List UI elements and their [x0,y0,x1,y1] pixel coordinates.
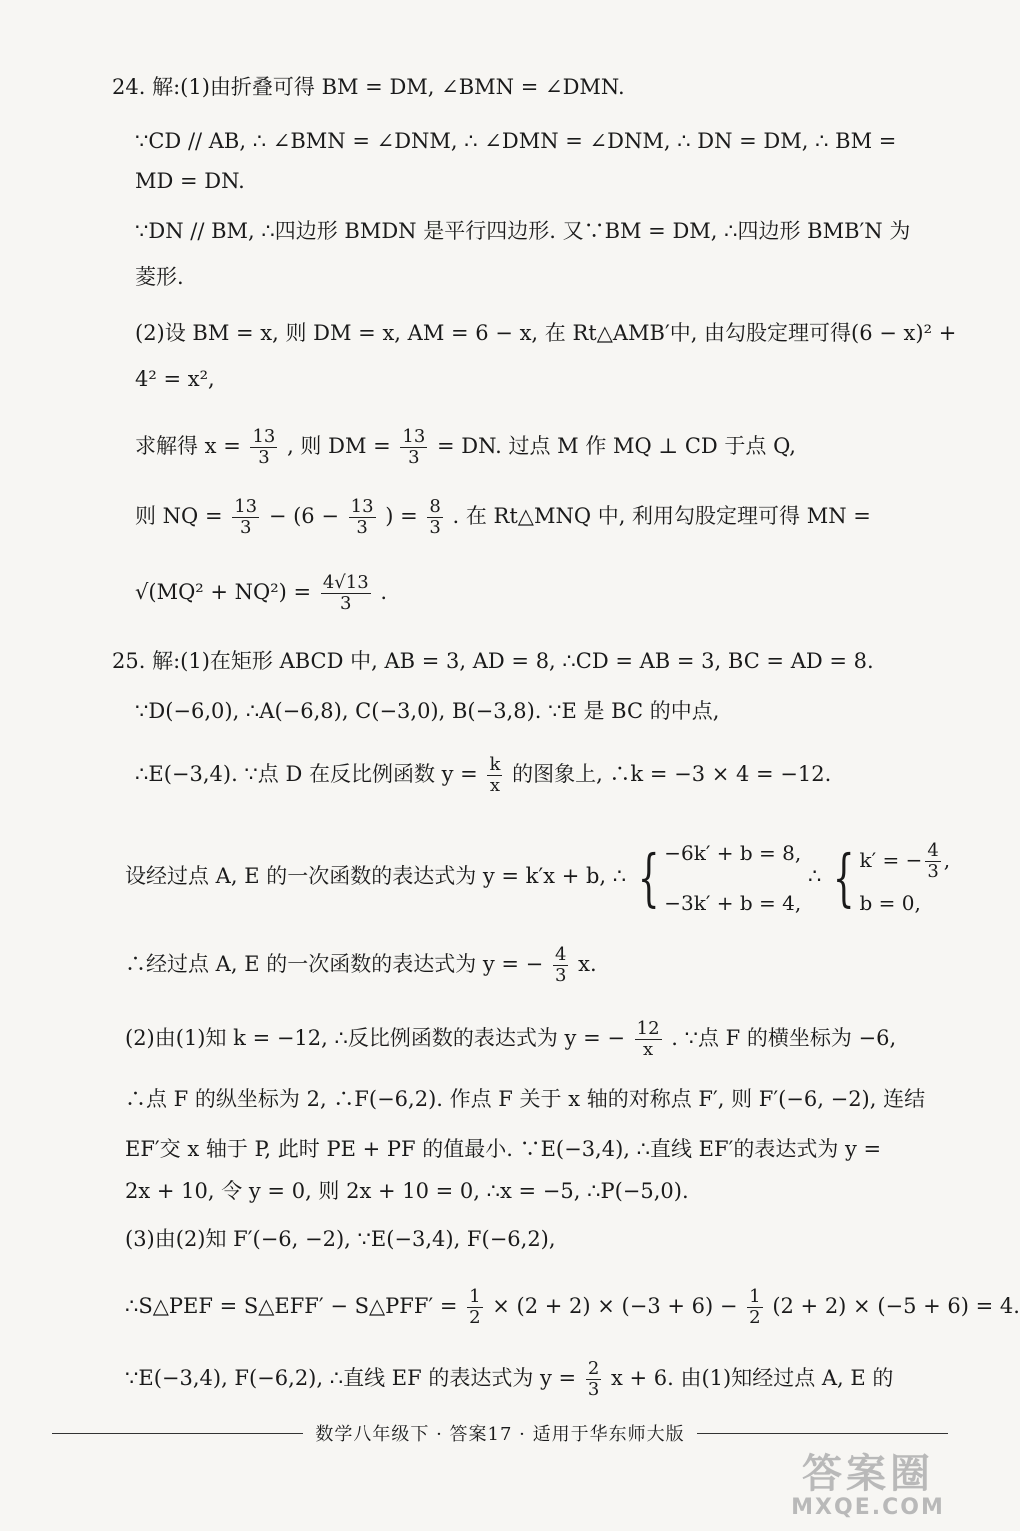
q24-line-8: 求解得 x = $\frac{13}{3}$ , 则 DM = $\frac{13}{3}$ = DN. 过点 M 作 MQ ⊥ CD 于点 Q, [135,426,796,468]
q24-line-3: MD = DN. [135,169,245,193]
equation-system: { −6k′ + b = 8, −3k′ + b = 4, [637,840,802,915]
q25-line-1: 25. 解:(1)在矩形 ABCD 中, AB = 3, AD = 8, ∴CD = AB = 3, BC = AD = 8. [112,649,874,673]
q25-line-2: ∵D(−6,0), ∴A(−6,8), C(−3,0), B(−3,8). ∵E 是 BC 的中点, [135,699,720,723]
site-watermark [758,1452,978,1524]
footer-rule-left [52,1433,303,1434]
footer-rule-right [697,1433,948,1434]
q24-line-10: √(MQ² + NQ²) = $\frac{4√13}{3}$ . [135,572,388,614]
q25-line-7: ∴点 F 的纵坐标为 2, ∴F(−6,2). 作点 F 关于 x 轴的对称点 F′, 则 F′(−6, −2), 连结 [125,1087,926,1111]
q24-line-1: 24. 解:(1)由折叠可得 BM = DM, ∠BMN = ∠DMN. [112,75,625,99]
q24-line-9: 则 NQ = $\frac{13}{3}$ − (6 − $\frac{13}{3}$ ) = $\frac{8}{3}$ . 在 Rt△MNQ 中, 利用勾股定理可得 MN = [135,496,871,538]
fraction: $\frac{1}{2}$ [469,1286,481,1328]
watermark-logo: 答案圈 [802,1451,934,1497]
q24-line-4: ∵DN // BM, ∴四边形 BMDN 是平行四边形. 又∵BM = DM, ∴四边形 BMB′N 为 [135,219,911,243]
q25-line-12: ∵E(−3,4), F(−6,2), ∴直线 EF 的表达式为 y = $\frac{2}{3}$ x + 6. 由(1)知经过点 A, E 的 [125,1358,894,1400]
q25-line-3: ∴E(−3,4). ∵点 D 在反比例函数 y = $\frac{k}{x}$ 的图象上, ∴k = −3 × 4 = −12. [135,754,832,796]
q25-line-10: (3)由(2)知 F′(−6, −2), ∵E(−3,4), F(−6,2), [125,1227,556,1251]
fraction: $\frac{k}{x}$ [489,754,501,796]
q25-line-9: 2x + 10, 令 y = 0, 则 2x + 10 = 0, ∴x = −5, ∴P(−5,0). [125,1179,689,1203]
fraction: $\frac{13}{3}$ [402,426,426,468]
q24-line-5: 菱形. [135,265,184,289]
q24-line-2: ∵CD // AB, ∴ ∠BMN = ∠DNM, ∴ ∠DMN = ∠DNM, ∴ DN = DM, ∴ BM = [135,129,897,153]
fraction: $\frac{2}{3}$ [587,1358,600,1400]
fraction: $\frac{8}{3}$ [429,496,441,538]
fraction: $\frac{4√13}{3}$ [322,572,369,614]
q25-line-6: (2)由(1)知 k = −12, ∴反比例函数的表达式为 y = − $\frac{12}{x}$ . ∵点 F 的横坐标为 −6, [125,1018,897,1060]
fraction: $\frac{13}{3}$ [252,426,276,468]
fraction: $\frac{4}{3}$ [927,839,939,882]
page-footer [40,1418,960,1448]
fraction: $\frac{1}{2}$ [749,1286,761,1328]
q24-line-7: 4² = x², [135,367,215,391]
q25-line-8: EF′交 x 轴于 P, 此时 PE + PF 的值最小. ∵E(−3,4), ∴直线 EF′的表达式为 y = [125,1137,882,1161]
footer-text: 数学八年级下 · 答案17 · 适用于华东师大版 [315,1424,685,1445]
watermark-url: MXQE.COM [791,1495,945,1520]
q25-line-5: ∴经过点 A, E 的一次函数的表达式为 y = − $\frac{4}{3}$ x. [125,944,597,986]
q25-line-11: ∴S△PEF = S△EFF′ − S△PFF′ = $\frac{1}{2}$ × (2 + 2) × (−3 + 6) − $\frac{1}{2}$ (2 + 2) × (−5 + 6) = 4. [125,1286,1020,1328]
equation-system-solution: { k′ = − $\frac{4}{3}$ , b = 0, [832,839,951,915]
fraction: $\frac{12}{x}$ [636,1018,660,1060]
fraction: $\frac{4}{3}$ [554,944,567,986]
q24-line-6: (2)设 BM = x, 则 DM = x, AM = 6 − x, 在 Rt△AMB′中, 由勾股定理可得(6 − x)² + [135,321,957,345]
fraction: $\frac{13}{3}$ [234,496,258,538]
q25-line-4: 设经过点 A, E 的一次函数的表达式为 y = k′x + b, ∴ { −6k′ + b = 8, −3k′ + b = 4, ∴ { k′ = − $\frac{4}{3}$ , b = 0, [125,839,951,915]
fraction: $\frac{13}{3}$ [350,496,374,538]
